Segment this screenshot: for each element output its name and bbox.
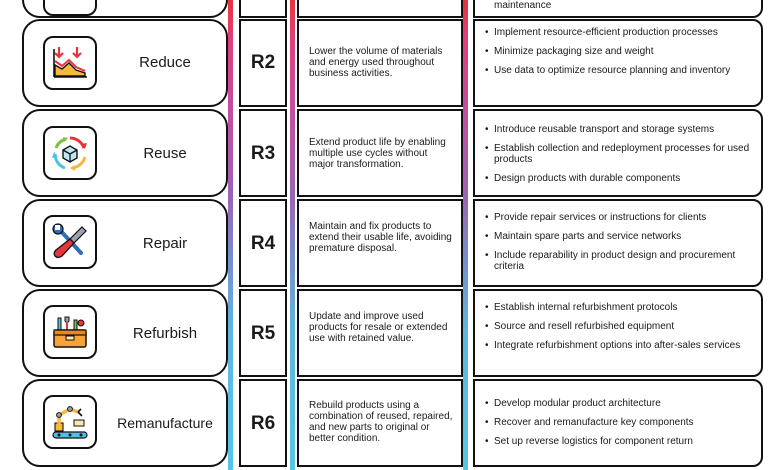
action-item: • Minimize packaging size and weight bbox=[485, 46, 755, 57]
action-item: • Set up reverse logistics for component return bbox=[485, 436, 755, 447]
description-cell bbox=[297, 199, 463, 287]
strategy-code: R5 bbox=[250, 323, 276, 344]
reuse-cycle-box-icon bbox=[43, 126, 97, 180]
strategy-description: Rebuild products using a combination of reused, repaired, and new parts to original or better condition. bbox=[309, 400, 453, 444]
code-cell bbox=[239, 109, 287, 197]
action-item: • Maintain spare parts and service networks bbox=[485, 231, 755, 242]
actions-cell bbox=[473, 289, 763, 377]
strategy-description: Extend product life by enabling multiple use cycles without major transformation. bbox=[309, 137, 446, 170]
strategy-cell bbox=[22, 289, 228, 377]
description-cell bbox=[297, 379, 463, 467]
action-item: • Develop modular product architecture bbox=[485, 398, 755, 409]
action-item: • Implement resource-efficient production processes bbox=[485, 27, 755, 38]
table-row bbox=[0, 19, 780, 107]
code-cell bbox=[239, 0, 287, 18]
strategy-code: R4 bbox=[250, 233, 276, 254]
action-item: • Integrate refurbishment options into after-sales services bbox=[485, 340, 755, 351]
action-list bbox=[485, 302, 755, 359]
decreasing-chart-icon bbox=[43, 36, 97, 90]
action-item: • Provide repair services or instructions for clients bbox=[485, 212, 755, 223]
action-item: • Design products with durable components bbox=[485, 173, 755, 184]
action-item: • Introduce reusable transport and storage systems bbox=[485, 124, 755, 135]
strategy-name: Reuse bbox=[143, 145, 187, 162]
strategy-code: R6 bbox=[250, 413, 276, 434]
action-item: • Establish collection and redeployment processes for used products bbox=[485, 143, 755, 165]
strategy-description: Maintain and fix products to extend their usable life, avoiding premature disposal. bbox=[309, 221, 452, 254]
actions-cell bbox=[473, 379, 763, 467]
strategy-cell bbox=[22, 379, 228, 467]
strategy-name: Refurbish bbox=[132, 325, 198, 342]
action-list bbox=[485, 124, 755, 192]
table-row bbox=[0, 109, 780, 197]
strategy-cell bbox=[22, 109, 228, 197]
strategy-name: Remanufacture bbox=[117, 415, 213, 431]
action-item: • Source and resell refurbished equipment bbox=[485, 321, 755, 332]
action-item: • Include reparability in product design and procurement criteria bbox=[485, 250, 755, 272]
description-cell bbox=[297, 0, 463, 18]
robot-arm-factory-icon bbox=[43, 395, 97, 449]
action-item: • Use data to optimize resource planning and inventory bbox=[485, 65, 755, 76]
actions-cell bbox=[473, 19, 763, 107]
code-cell bbox=[239, 199, 287, 287]
code-cell bbox=[239, 379, 287, 467]
actions-cell bbox=[473, 0, 763, 18]
partial-icon bbox=[43, 0, 97, 16]
strategy-description: Lower the volume of materials and energy used throughout business activities. bbox=[309, 46, 443, 79]
actions-cell bbox=[473, 199, 763, 287]
strategy-cell bbox=[22, 199, 228, 287]
table-row bbox=[0, 289, 780, 377]
action-list bbox=[485, 212, 755, 280]
description-cell bbox=[297, 109, 463, 197]
strategy-cell bbox=[22, 0, 228, 18]
description-cell bbox=[297, 289, 463, 377]
strategy-name: Reduce bbox=[139, 54, 191, 71]
wrench-screwdriver-icon bbox=[43, 215, 97, 269]
actions-cell bbox=[473, 109, 763, 197]
strategy-code: R3 bbox=[250, 143, 276, 164]
action-text: maintenance bbox=[494, 0, 552, 11]
strategy-description: Update and improve used products for resale or extended use with retained value. bbox=[309, 311, 448, 344]
code-cell bbox=[239, 289, 287, 377]
action-item: • Recover and remanufacture key components bbox=[485, 417, 755, 428]
action-item: • Establish internal refurbishment protocols bbox=[485, 302, 755, 313]
code-cell bbox=[239, 19, 287, 107]
table-row-partial bbox=[0, 0, 780, 18]
description-cell bbox=[297, 19, 463, 107]
strategy-name: Repair bbox=[142, 235, 188, 252]
table-row bbox=[0, 199, 780, 287]
toolbox-icon bbox=[43, 305, 97, 359]
action-list bbox=[485, 398, 755, 455]
strategy-code: R2 bbox=[250, 52, 276, 73]
strategy-cell bbox=[22, 19, 228, 107]
action-list bbox=[485, 27, 755, 84]
table-row bbox=[0, 379, 780, 467]
